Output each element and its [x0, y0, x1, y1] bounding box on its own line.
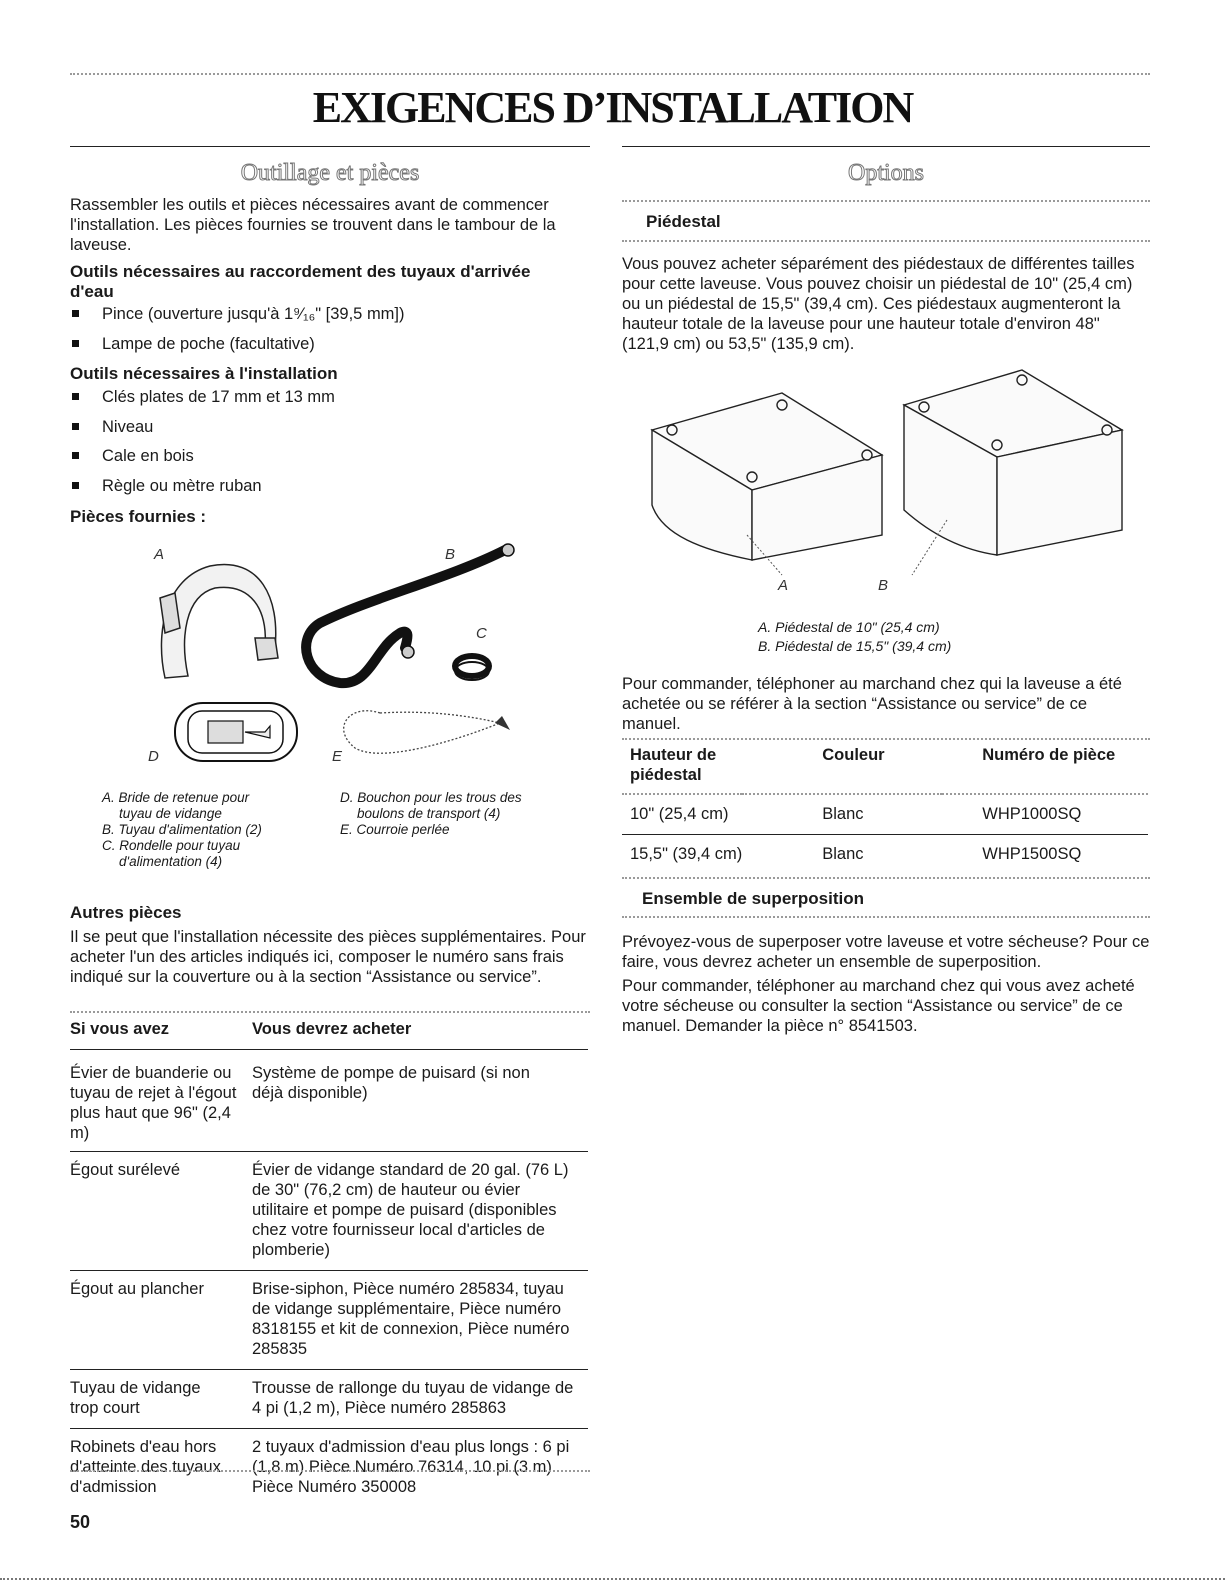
bottom-rule	[0, 1578, 1225, 1580]
caption-line: d'alimentation (4)	[119, 854, 223, 869]
table-cell: Robinets d'eau hors d'atteinte des tuyaux d'admission	[70, 1438, 221, 1496]
page-number: 50	[70, 1512, 91, 1532]
transport-bolt-plug-image	[175, 703, 297, 761]
parts-heading: Pièces fournies :	[70, 507, 207, 526]
top-rule	[70, 73, 1150, 75]
table-cell: 15,5" (39,4 cm)	[630, 845, 743, 863]
pedestal-text: Vous pouvez acheter séparément des piédestaux de différentes tailles pour cette laveuse. Vous pouvez choisir un piédestal de 10" (25,4 cm) ou un piédestal de 15,5" (39,4 cm). Ces piédestaux augmenteront la hauteur totale de la laveuse pour une hauteur totale d'environ 48" (121,9 cm) ou 53,5" (135,9 cm).	[622, 255, 1135, 353]
table-row	[622, 835, 1148, 873]
pedestal-order-text: Pour commander, téléphoner au marchand chez qui la laveuse a été achetée ou se référer à la section “Assistance ou service” de ce manuel.	[622, 675, 1122, 733]
pedestal-captions	[758, 618, 1088, 656]
figure-label-d: D	[148, 748, 159, 765]
list-item: Lampe de poche (facultative)	[70, 334, 590, 364]
hose-washer-image	[455, 656, 489, 680]
figure-label-c: C	[476, 625, 487, 642]
other-parts-heading: Autres pièces	[70, 903, 182, 922]
caption-line: A. Piédestal de 10" (25,4 cm)	[758, 619, 940, 635]
list-item: Pince (ouverture jusqu'à 1⁹⁄₁₆" [39,5 mm])	[70, 304, 590, 334]
table-cell: 10" (25,4 cm)	[630, 805, 729, 823]
strap-tab-image	[495, 716, 510, 730]
table-header: Couleur	[822, 746, 885, 764]
pedestal-table	[622, 745, 1148, 872]
table-header: Vous devrez acheter	[252, 1020, 412, 1038]
pedestal-10in-image	[652, 393, 882, 560]
list-item: Cale en bois	[70, 446, 590, 476]
table-cell: Blanc	[822, 845, 864, 863]
figure-label-e: E	[332, 748, 343, 765]
table-cell: Évier de buanderie ou tuyau de rejet à l'égout plus haut que 96" (2,4 m)	[70, 1064, 237, 1142]
table-row	[70, 1271, 588, 1370]
stack-kit-text-1: Prévoyez-vous de superposer votre laveuse et votre sécheuse? Pour ce faire, vous devrez acheter un ensemble de superposition.	[622, 933, 1150, 971]
table-cell: 2 tuyaux d'admission d'eau plus longs : 6 pi (1,8 m) Pièce Numéro 76314, 10 pi (3 m) Pièce Numéro 350008	[252, 1438, 570, 1496]
install-tools-list	[70, 387, 590, 505]
table-cell: Trousse de rallonge du tuyau de vidange de 4 pi (1,2 m), Pièce numéro 285863	[252, 1379, 574, 1417]
subsection-rule	[622, 200, 1150, 202]
table-cell: Brise-siphon, Pièce numéro 285834, tuyau de vidange supplémentaire, Pièce numéro 8318155 et kit de connexion, Pièce numéro 285835	[252, 1280, 570, 1358]
table-cell: WHP1000SQ	[982, 805, 1082, 823]
table-top-rule	[622, 738, 1150, 740]
caption-line: A. Bride de retenue pour	[102, 790, 250, 805]
table-cell: WHP1500SQ	[982, 845, 1082, 863]
list-item: Règle ou mètre ruban	[70, 476, 590, 506]
table-top-rule	[70, 1011, 590, 1013]
page-title: EXIGENCES D’INSTALLATION	[312, 83, 913, 132]
water-tools-heading: Outils nécessaires au raccordement des tuyaux d'arrivée d'eau	[70, 262, 531, 301]
table-row	[70, 1429, 588, 1506]
section-rule	[70, 146, 590, 147]
pedestal-15in-image	[904, 370, 1122, 555]
beaded-strap-image	[344, 711, 500, 754]
table-cell: Système de pompe de puisard (si non déjà disponible)	[252, 1064, 530, 1102]
table-cell: Égout au plancher	[70, 1280, 204, 1298]
parts-illustration	[70, 538, 590, 778]
drain-hose-retainer-image	[160, 565, 278, 678]
table-header-row	[70, 1019, 588, 1050]
table-header-row	[622, 745, 1148, 794]
install-tools-heading: Outils nécessaires à l'installation	[70, 364, 338, 383]
list-item: Niveau	[70, 417, 590, 447]
table-row	[70, 1152, 588, 1271]
intro-text: Rassembler les outils et pièces nécessaires avant de commencer l'installation. Les pièces fournies se trouvent dans le tambour de la laveuse.	[70, 196, 556, 254]
table-row	[622, 794, 1148, 835]
table-row	[70, 1370, 588, 1429]
parts-captions-right	[340, 790, 590, 838]
parts-captions-left	[102, 790, 332, 870]
caption-line: B. Tuyau d'alimentation (2)	[102, 822, 262, 837]
stack-kit-heading: Ensemble de superposition	[642, 889, 864, 908]
subsection-rule	[622, 877, 1150, 879]
water-tools-list	[70, 304, 590, 363]
list-item: Clés plates de 17 mm et 13 mm	[70, 387, 590, 417]
section-heading-tools-parts: Outillage et pièces	[240, 160, 420, 186]
figure-label-b: B	[445, 546, 456, 563]
subsection-rule	[622, 240, 1150, 242]
figure-label-b: B	[878, 577, 889, 594]
caption-line: E. Courroie perlée	[340, 822, 450, 837]
stack-kit-text-2: Pour commander, téléphoner au marchand chez qui vous avez acheté votre sécheuse ou consulter la section “Assistance ou service” de ce manuel. Demander la pièce n° 8541503.	[622, 977, 1135, 1035]
table-cell: Tuyau de vidange trop court	[70, 1379, 201, 1417]
caption-line: tuyau de vidange	[119, 806, 222, 821]
table-cell: Égout surélevé	[70, 1161, 181, 1179]
table-bottom-rule	[70, 1470, 590, 1472]
table-header: Numéro de pièce	[982, 746, 1116, 764]
figure-label-a: A	[778, 577, 789, 594]
figure-label-a: A	[154, 546, 165, 563]
purchase-table	[70, 1019, 588, 1505]
other-parts-text: Il se peut que l'installation nécessite des pièces supplémentaires. Pour acheter l'un des articles indiqués ici, composer le numéro sans frais indiqué sur la couverture ou à la section “Assistance ou service”.	[70, 928, 586, 986]
table-header: Hauteur de piédestal	[630, 746, 717, 784]
table-row	[70, 1050, 588, 1152]
caption-line: C. Rondelle pour tuyau	[102, 838, 241, 853]
caption-line: D. Bouchon pour les trous des	[340, 790, 522, 805]
caption-line: boulons de transport (4)	[357, 806, 501, 821]
table-header: Si vous avez	[70, 1020, 170, 1038]
caption-line: B. Piédestal de 15,5" (39,4 cm)	[758, 638, 952, 654]
pedestal-illustration	[642, 365, 1142, 595]
subsection-rule	[622, 916, 1150, 918]
section-heading-options: Options	[847, 160, 924, 186]
table-cell: Blanc	[822, 805, 864, 823]
section-rule	[622, 146, 1150, 147]
pedestal-heading: Piédestal	[646, 212, 721, 231]
table-cell: Évier de vidange standard de 20 gal. (76 L) de 30" (76,2 cm) de hauteur ou évier utilitaire et pompe de puisard (disponibles chez votre fournisseur local d'articles de plomberie)	[252, 1161, 569, 1259]
